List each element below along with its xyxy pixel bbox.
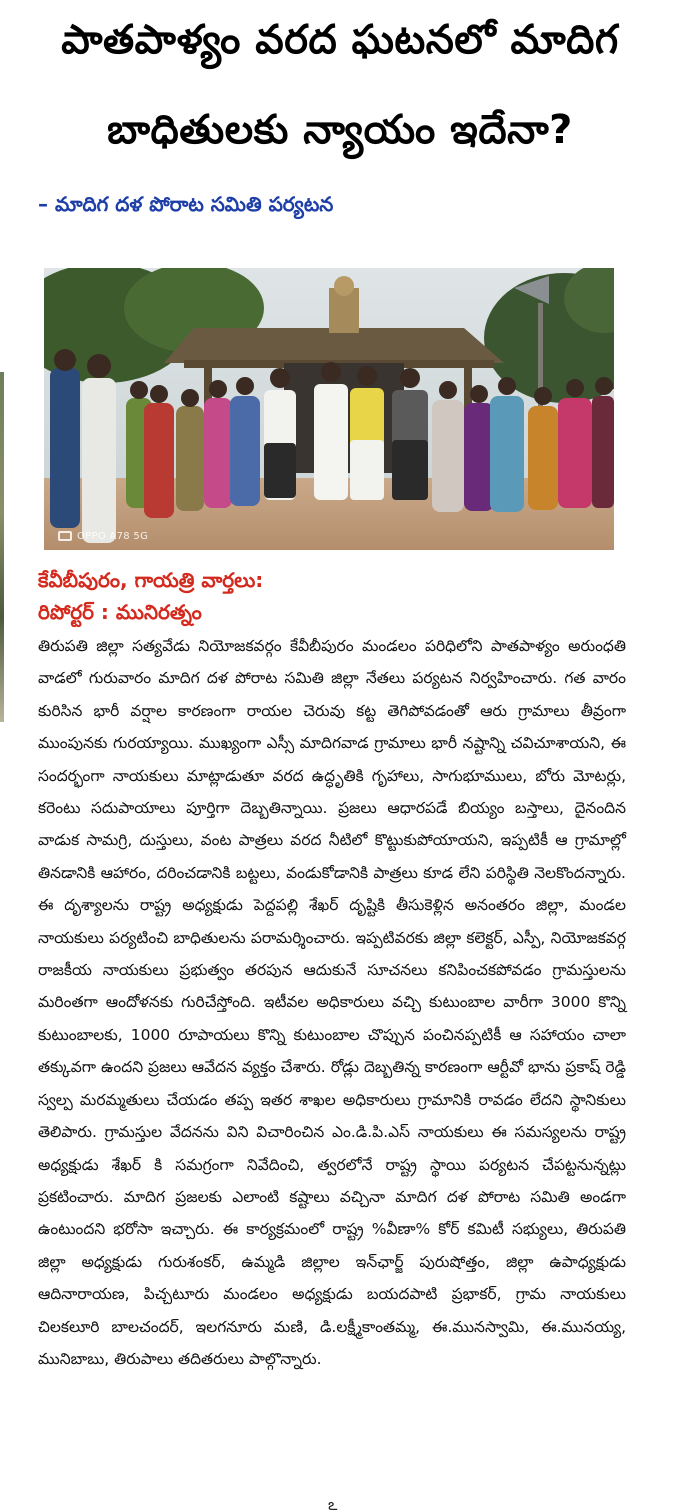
adjacent-photo-edge bbox=[0, 372, 4, 722]
headline-line-1: పాతపాళ్యం వరద ఘటనలో మాదిగ bbox=[61, 17, 619, 63]
group-photo bbox=[44, 268, 614, 550]
headline-line-2: బాధితులకు న్యాయం ఇదేనా? bbox=[107, 107, 573, 153]
dateline: కేవీబీపురం, గాయత్రి వార్తలు: bbox=[38, 568, 264, 592]
camera-watermark-text: OPPO A78 5G bbox=[77, 531, 149, 542]
camera-logo-icon bbox=[58, 531, 72, 541]
reporter-line: రిపోర్టర్ : మునిరత్నం bbox=[38, 600, 202, 624]
camera-watermark bbox=[58, 531, 148, 542]
cut-off-character: ఽ bbox=[328, 1498, 338, 1512]
subheadline: – మాదిగ దళ పోరాట సమితి పర్యటన bbox=[38, 192, 334, 216]
article-body: తిరుపతి జిల్లా సత్యవేడు నియోజకవర్గం కేవీబీపురం మండలం పరిధిలోని పాతపాళ్యం అరుంధతి వాడలో గురువారం మాదిగ దళ పోరాట సమితి జిల్లా నేతలు పర్యటన నిర్వహించారు. గత వారం కురిసిన భారీ వర్షాల కారణంగా రాయల చెరువు కట్ట తెగిపోవడంతో ఆరు గ్రామాలు తీవ్రంగా ముంపునకు గురయ్యాయి. ముఖ్యంగా ఎస్సీ మాదిగవాడ గ్రామాలు భారీ నష్టాన్ని చవిచూశాయని, ఈ సందర్భంగా నాయకులు మాట్లాడుతూ వరద ఉద్ధృతికి గృహాలు, సాగుభూములు, బోరు మోటర్లు, కరెంటు సదుపాయాలు పూర్తిగా దెబ్బతిన్నాయి. ప్రజలు ఆధారపడే బియ్యం బస్తాలు, దైనందిన వాడుక సామగ్రి, దుస్తులు, వంట పాత్రలు వరద నీటిలో కొట్టుకుపోయాయని, ఇప్పటికీ ఆ గ్రామాల్లో తినడానికి ఆహారం, దరించడానికి బట్టలు, వండుకోడానికి పాత్రలు కూడ లేని పరిస్థితి నెలకొందన్నారు. ఈ దృశ్యాలను రాష్ట్ర అధ్యక్షుడు పెద్దపల్లి శేఖర్ దృష్టికి తీసుకెళ్లిన అనంతరం జిల్లా, మండల నాయకులు పర్యటించి బాధితులను పరామర్శించారు. ఇప్పటివరకు జిల్లా కలెక్టర్, ఎస్పీ, నియోజకవర్గ రాజకీయ నాయకులు ప్రభుత్వం తరపున ఆదుకునే సూచనలు కనిపించకపోవడం గ్రామస్తులను మరింతగా ఆందోళనకు గురిచేస్తోంది. ఇటీవల అధికారులు వచ్చి కుటుంబాల వారీగా 3000 కొన్ని కుటుంబాలకు, 1000 రూపాయలు కొన్ని కుటుంబాల చొప్పున పంచినప్పటికీ ఆ సహాయం చాలా తక్కువగా ఉందని ప్రజలు ఆవేదన వ్యక్తం చేశారు. రోడ్లు దెబ్బతిన్న కారణంగా ఆర్టీవో భాను ప్రకాష్ రెడ్డి స్వల్ప మరమ్మతులు చేయడం తప్ప ఇతర శాఖల అధికారులు గ్రామానికి రావడం లేదని స్థానికులు తెలిపారు. గ్రామస్తుల వేదనను విని విచారించిన ఎం.డి.పి.ఎస్ నాయకులు ఈ సమస్యలను రాష్ట్ర అధ్యక్షుడు శేఖర్ కి సమగ్రంగా నివేదించి, త్వరలోనే రాష్ట్ర స్థాయి పర్యటన చేపట్టనున్నట్లు ప్రకటించారు. మాదిగ ప్రజలకు ఎలాంటి కష్టాలు వచ్చినా మాదిగ దళ పోరాట సమితి అండగా ఉంటుందని భరోసా ఇచ్చారు. ఈ కార్యక్రమంలో రాష్ట్ర %వీణా% కోర్ కమిటీ సభ్యులు, తిరుపతి జిల్లా అధ్యక్షుడు గురుశంకర్, ఉమ్మడి జిల్లాల ఇన్‌ఛార్జ్ పురుషోత్తం, జిల్లా ఉపాధ్యక్షుడు ఆదినారాయణ, పిచ్చటూరు మండలం అధ్యక్షుడు బయదపాటి ప్రభాకర్, గ్రామ నాయకులు చిలకలూరి బాలచందర్, ఇలగనూరు మణి, డి.లక్ష్మీకాంతమ్మ, ఈ.మునస్వామి, ఈ.మునయ్య, మునిబాబు, తిరుపాలు తదితరులు పాల్గొన్నారు. bbox=[38, 637, 626, 1368]
group-photo-illustration bbox=[44, 268, 614, 550]
